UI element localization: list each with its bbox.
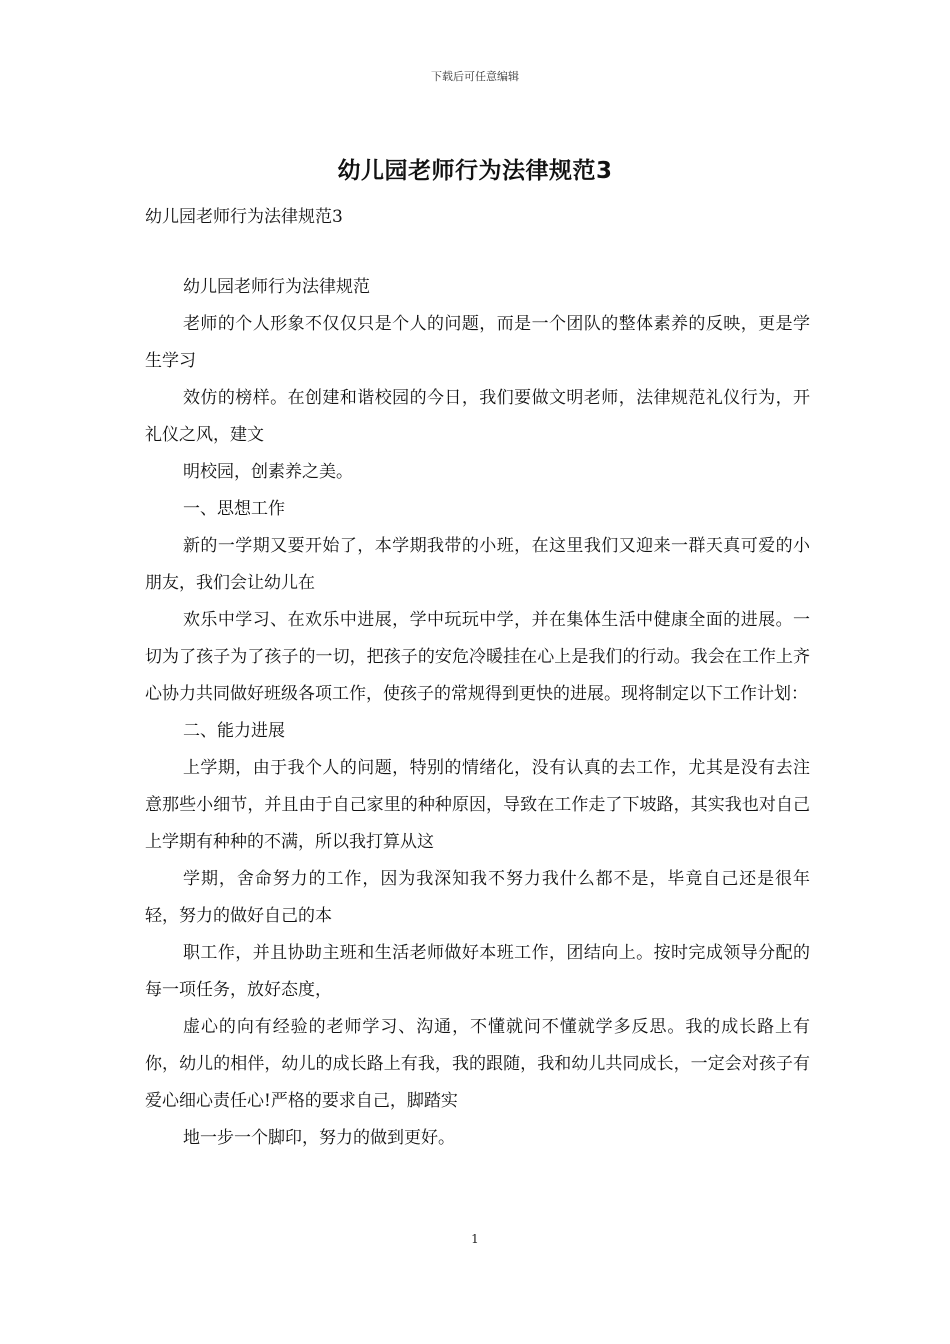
document-title: 幼儿园老师行为法律规范3: [337, 158, 613, 184]
paragraph: 明校园，创素养之美。: [183, 462, 353, 482]
paragraph: 老师的个人形象不仅仅只是个人的问题，而是一个团队的整体素养的反映，更是学生学习: [145, 314, 810, 371]
page-number: 1: [471, 1232, 479, 1246]
section-heading-ability: 二、能力进展: [183, 721, 285, 741]
document-body: [145, 269, 810, 1157]
paragraph: 上学期，由于我个人的问题，特别的情绪化，没有认真的去工作，尤其是没有去注意那些小细节，并且由于自己家里的种种原因，导致在工作走了下坡路，其实我也对自己上学期有种种的不满，所以我打算从这: [145, 758, 810, 852]
paragraph: 地一步一个脚印，努力的做到更好。: [183, 1128, 455, 1148]
header-note: 下载后可任意编辑: [431, 70, 519, 83]
paragraph: 职工作，并且协助主班和生活老师做好本班工作，团结向上。按时完成领导分配的每一项任务，放好态度，: [145, 943, 810, 1000]
paragraph: 欢乐中学习、在欢乐中进展，学中玩玩中学，并在集体生活中健康全面的进展。一切为了孩子为了孩子的一切，把孩子的安危冷暖挂在心上是我们的行动。我会在工作上齐心协力共同做好班级各项工作，使孩子的常规得到更快的进展。现将制定以下工作计划：: [145, 610, 810, 704]
paragraph: 虚心的向有经验的老师学习、沟通，不懂就问不懂就学多反思。我的成长路上有你，幼儿的相伴，幼儿的成长路上有我，我的跟随，我和幼儿共同成长，一定会对孩子有爱心细心责任心!严格的要求自己，脚踏实: [145, 1017, 810, 1111]
paragraph: 学期，舍命努力的工作，因为我深知我不努力我什么都不是，毕竟自己还是很年轻，努力的做好自己的本: [145, 869, 810, 926]
section-heading-thought: 一、思想工作: [183, 499, 285, 519]
paragraph-heading: 幼儿园老师行为法律规范: [183, 277, 370, 297]
document-subtitle: 幼儿园老师行为法律规范3: [145, 207, 343, 227]
paragraph: 新的一学期又要开始了，本学期我带的小班，在这里我们又迎来一群天真可爱的小朋友，我们会让幼儿在: [145, 536, 810, 593]
paragraph: 效仿的榜样。在创建和谐校园的今日，我们要做文明老师，法律规范礼仪行为，开礼仪之风，建文: [145, 388, 810, 445]
